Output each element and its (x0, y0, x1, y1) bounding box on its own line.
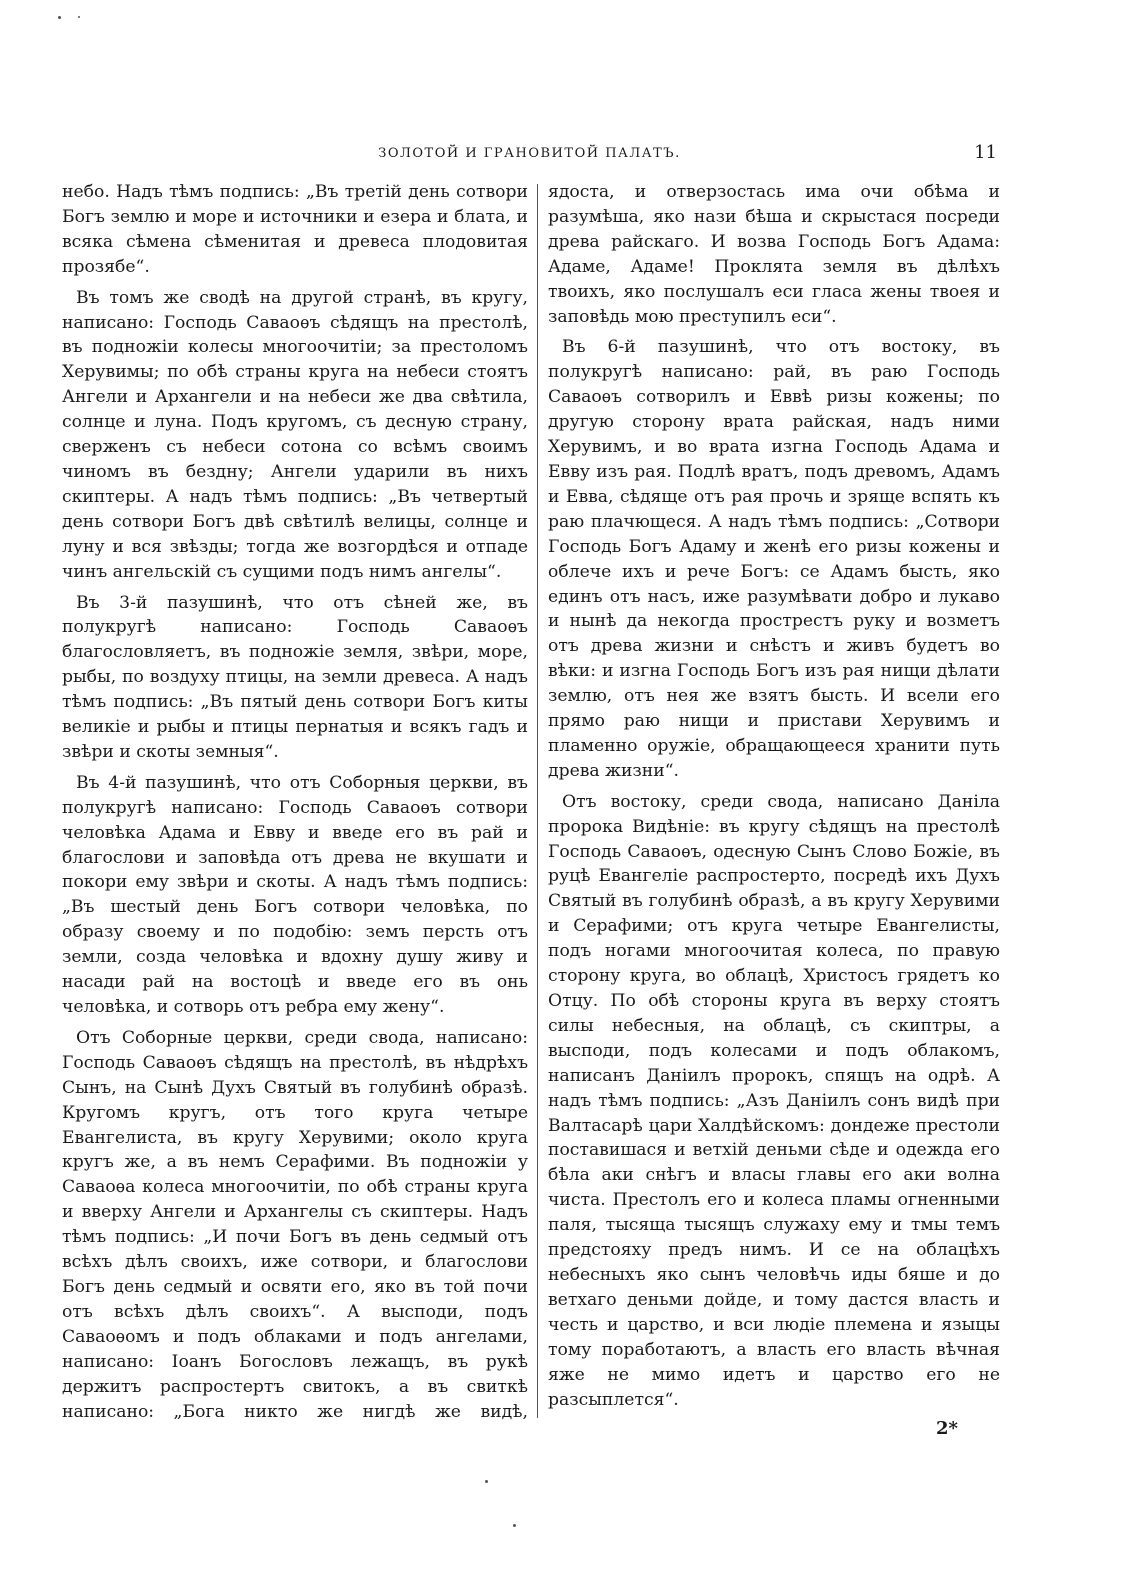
paragraph: небо. Надъ тѣмъ подпись: „Въ третій день сотвори Богъ землю и море и источники и езера и блата, и всяка сѣмена сѣменитая и древеса плодовитая прозябе“. (62, 182, 528, 277)
ink-speck (485, 1480, 488, 1483)
ink-speck (58, 16, 61, 19)
column-divider (537, 184, 538, 1418)
paragraph: Отъ востоку, среди свода, написано Даніла пророка Видѣніе: въ кругу сѣдящъ на престолѣ Господь Саваоѳъ, одесную Сынъ Слово Божіе, въ руцѣ Евангеліе распростерто, посредѣ ихъ Духъ Святый въ голубинѣ образѣ, а въ кругу Херувими и Серафими; отъ круга четыре Евангелисты, подъ ногами многоочитая колеса, по правую сторону круга, во облацѣ, Христосъ грядетъ ко Отцу. По обѣ стороны круга въ верху стоятъ силы небесныя, на облацѣ, съ скиптры, а высподи, подъ колесами и подъ облакомъ, написанъ Даніилъ пророкъ, спящъ на одрѣ. А надъ тѣмъ подпись: „Азъ Даніилъ сонъ видѣ при Валтасарѣ цари Халдѣйскомъ: дондеже престоли поставишася и ветхій деньми сѣде и одежда его бѣла аки снѣгъ и власы главы его аки волна чиста. Престолъ его и колеса пламы огненными паля, тысяща тысящъ служаху ему и тмы темъ предстояху предъ нимъ. И се на облацѣхъ небесныхъ яко сынъ человѣчь иды бяше и до ветхаго деньми дойде, и тому дастся власть и честь и царство, и вси людіе племена и языцы тому поработаютъ, а власть его власть вѣчная яже не мимо идетъ и царство его не разсыплется“. (548, 791, 1000, 1410)
right-column (548, 180, 1000, 1420)
paragraph: Въ 4-й пазушинѣ, что отъ Соборныя церкви, въ полукругѣ написано: Господь Саваоѳъ сотвори человѣка Адама и Евву и введе его въ рай и благослови и заповѣда отъ древа не вкушати и покори ему звѣри и скоты. А надъ тѣмъ подпись: „Въ шестый день Богъ сотвори человѣка, по образу своему и по подобію: земъ персть отъ земли, созда человѣка и вдохну душу живу и насади рай на востоцѣ и введе его въ онь человѣка, и сотворь отъ ребра ему жену“. (62, 772, 528, 1017)
paragraph: Въ 3-й пазушинѣ, что отъ сѣней же, въ полукругѣ написано: Господь Саваоѳъ благословляетъ, въ подножіе земля, звѣри, море, рыбы, по воздуху птицы, на земли древеса. А надъ тѣмъ подпись: „Въ пятый день сотвори Богъ киты великіе и рыбы и птицы пернатыя и всякъ гадъ и звѣри и скоты земныя“. (62, 592, 528, 762)
ink-speck (513, 1524, 516, 1527)
paragraph: Въ томъ же сводѣ на другой странѣ, въ кругу, написано: Господь Саваоѳъ сѣдящъ на престолѣ, въ подножіи колесы многоочитіи; за престоломъ Херувимы; по обѣ страны круга на небеси стоятъ Ангели и Архангели и на небеси же два свѣтила, солнце и луна. Подъ кругомъ, съ десную страну, сверженъ съ небеси сотона со всѣмъ своимъ чиномъ въ бездну; Ангели ударили въ нихъ скиптеры. А надъ тѣмъ подпись: „Въ четвертый день сотвори Богъ двѣ свѣтилѣ велицы, солнце и луну и вся звѣзды; тогда же возгордѣся и отпаде чинъ ангельскій съ сущими подъ нимъ ангелы“. (62, 287, 528, 582)
paragraph: Отъ Соборные церкви, среди свода, написано: Господь Саваоѳъ сѣдящъ на престолѣ, въ нѣдрѣхъ Сынъ, на Сынѣ Духъ Святый въ голубинѣ образѣ. Кругомъ кругъ, отъ того круга четыре Евангелиста, въ кругу Херувими; около круга кругъ же, а въ немъ Серафими. Въ подножіи у Саваоѳа колеса многоочитіи, по обѣ страны круга и вверху Ангели и Архангелы съ скиптеры. Надъ тѣмъ подпись: „И почи Богъ въ день седмый отъ всѣхъ дѣлъ своихъ, иже сотвори, и благослови Богъ день седмый и освяти его, яко въ той почи отъ всѣхъ дѣлъ своихъ“. А высподи, подъ Саваоѳомъ и подъ облаками и подъ ангелами, написано: Іоанъ Богословъ лежащъ, въ рукѣ держитъ распростертъ свитокъ, а въ свиткѣ написано: „Бога никто же нигдѣ же видѣ, (62, 1027, 528, 1420)
page-number: 11 (974, 142, 997, 163)
left-column (62, 180, 528, 1420)
paragraph: Въ 6-й пазушинѣ, что отъ востоку, въ полукругѣ написано: рай, въ раю Господь Саваоѳъ сотворилъ и Еввѣ ризы кожены; по другую сторону врата райская, надъ ними Херувимъ, и во врата изгна Господь Адама и Евву изъ рая. Подлѣ вратъ, подъ древомъ, Адамъ и Евва, сѣдяще отъ рая прочь и зряще вспять къ раю плачющеся. А надъ тѣмъ подпись: „Сотвори Господь Богъ Адаму и женѣ его ризы кожены и облече ихъ и рече Богъ: се Адамъ бысть, яко единъ отъ насъ, иже разумѣвати добро и лукаво и нынѣ да некогда прострестъ руку и возметъ отъ древа жизни и снѣстъ и живъ будетъ во вѣки: и изгна Господь Богъ изъ рая нищи дѣлати землю, отъ нея же взятъ бысть. И всели его прямо раю нищи и пристави Херувимъ и пламенно оружіе, обращающееся хранити путь древа жизни“. (548, 337, 1000, 781)
running-head (62, 142, 997, 168)
paragraph (548, 1418, 1000, 1420)
ink-speck (78, 16, 80, 18)
signature-mark: 2* (936, 1418, 958, 1439)
paragraph: ядоста, и отверзостась има очи обѣма и разумѣша, яко нази бѣша и скрыстася посреди древа райскаго. И возва Господь Богъ Адама: Адаме, Адаме! Проклята земля въ дѣлѣхъ твоихъ, яко послушалъ еси гласа жены твоея и заповѣдь мою преступилъ еси“. (548, 182, 1000, 327)
running-title: ЗОЛОТОЙ И ГРАНОВИТОЙ ПАЛАТЪ. (378, 146, 681, 161)
